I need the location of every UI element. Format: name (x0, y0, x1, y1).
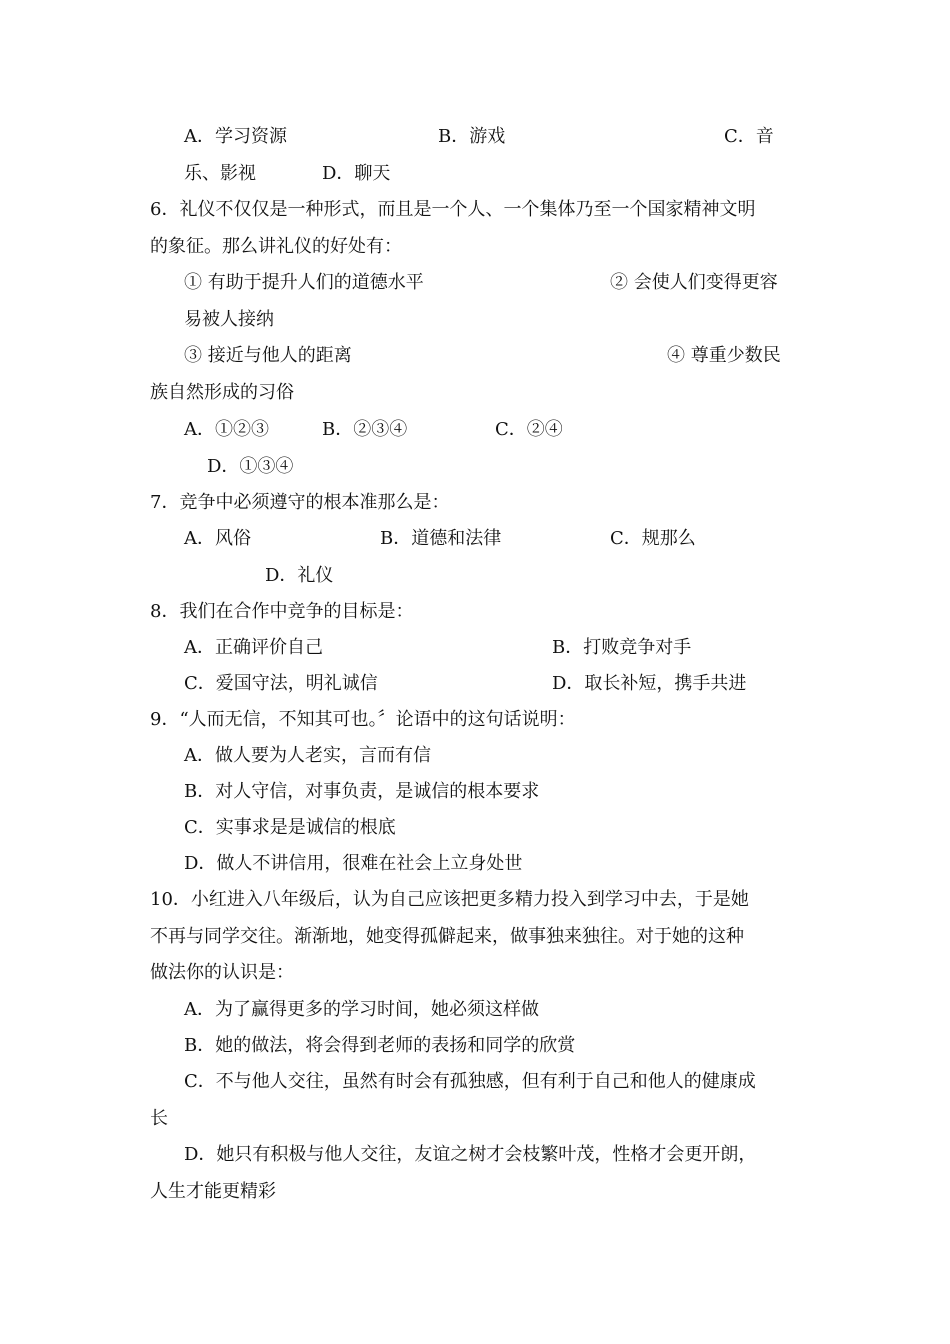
q8-option-d: D．取长补短，携手共进 (552, 673, 747, 694)
q5-option-d: D．聊天 (322, 163, 391, 184)
q9-option-a: A．做人要为人老实，言而有信 (184, 745, 431, 766)
q10-stem-line1: 10．小红进入八年级后，认为自己应该把更多精力投入到学习中去，于是她 (150, 889, 749, 910)
q9-stem: 9．“人而无信，不知其可也。〞论语中的这句话说明： (150, 709, 576, 730)
q7-option-a: A．风俗 (184, 528, 251, 549)
q6-item-4-part2: 族自然形成的习俗 (150, 382, 294, 403)
q6-option-c: C．②④ (495, 419, 563, 440)
q9-option-b: B．对人守信，对事负责，是诚信的根本要求 (184, 781, 540, 802)
q5-option-a: A．学习资源 (184, 126, 287, 147)
q6-option-d: D．①③④ (207, 456, 294, 477)
q9-option-d: D．做人不讲信用，很难在社会上立身处世 (184, 853, 523, 874)
q8-option-b: B．打败竞争对手 (552, 637, 692, 658)
q5-option-b: B．游戏 (438, 126, 506, 147)
q7-option-b: B．道德和法律 (380, 528, 502, 549)
q10-option-a: A．为了赢得更多的学习时间，她必须这样做 (184, 999, 539, 1020)
q10-option-d-line1: D．她只有积极与他人交往，友谊之树才会枝繁叶茂，性格才会更开朗， (184, 1144, 757, 1165)
q6-item-1: ① 有助于提升人们的道德水平 (184, 272, 424, 293)
q7-option-d: D．礼仪 (265, 565, 334, 586)
q9-option-c: C．实事求是是诚信的根底 (184, 817, 396, 838)
q6-stem-line1: 6．礼仪不仅仅是一种形式，而且是一个人、一个集体乃至一个国家精神文明 (150, 199, 756, 220)
q6-option-b: B．②③④ (322, 419, 408, 440)
q6-stem-line2: 的象征。那么讲礼仪的好处有： (150, 236, 402, 257)
q8-stem: 8．我们在合作中竞争的目标是： (150, 601, 414, 622)
q5-option-c-part1: C．音 (724, 126, 774, 147)
q7-option-c: C．规那么 (610, 528, 696, 549)
q10-option-b: B．她的做法，将会得到老师的表扬和同学的欣赏 (184, 1035, 576, 1056)
q10-stem-line2: 不再与同学交往。渐渐地，她变得孤僻起来，做事独来独往。对于她的这种 (150, 926, 744, 947)
q6-item-4-part1: ④ 尊重少数民 (667, 345, 781, 366)
q10-option-c-line1: C．不与他人交往，虽然有时会有孤独感，但有利于自己和他人的健康成 (184, 1071, 756, 1092)
q6-item-3: ③ 接近与他人的距离 (184, 345, 352, 366)
q10-option-c-line2: 长 (150, 1108, 168, 1129)
q6-option-a: A．①②③ (184, 419, 269, 440)
q10-stem-line3: 做法你的认识是： (150, 962, 294, 983)
q10-option-d-line2: 人生才能更精彩 (150, 1181, 276, 1202)
q5-option-c-part2: 乐、影视 (184, 163, 256, 184)
q6-item-2-part2: 易被人接纳 (184, 309, 274, 330)
q8-option-c: C．爱国守法，明礼诚信 (184, 673, 378, 694)
q8-option-a: A．正确评价自己 (184, 637, 323, 658)
q6-item-2-part1: ② 会使人们变得更容 (610, 272, 778, 293)
q7-stem: 7．竞争中必须遵守的根本准那么是： (150, 492, 450, 513)
